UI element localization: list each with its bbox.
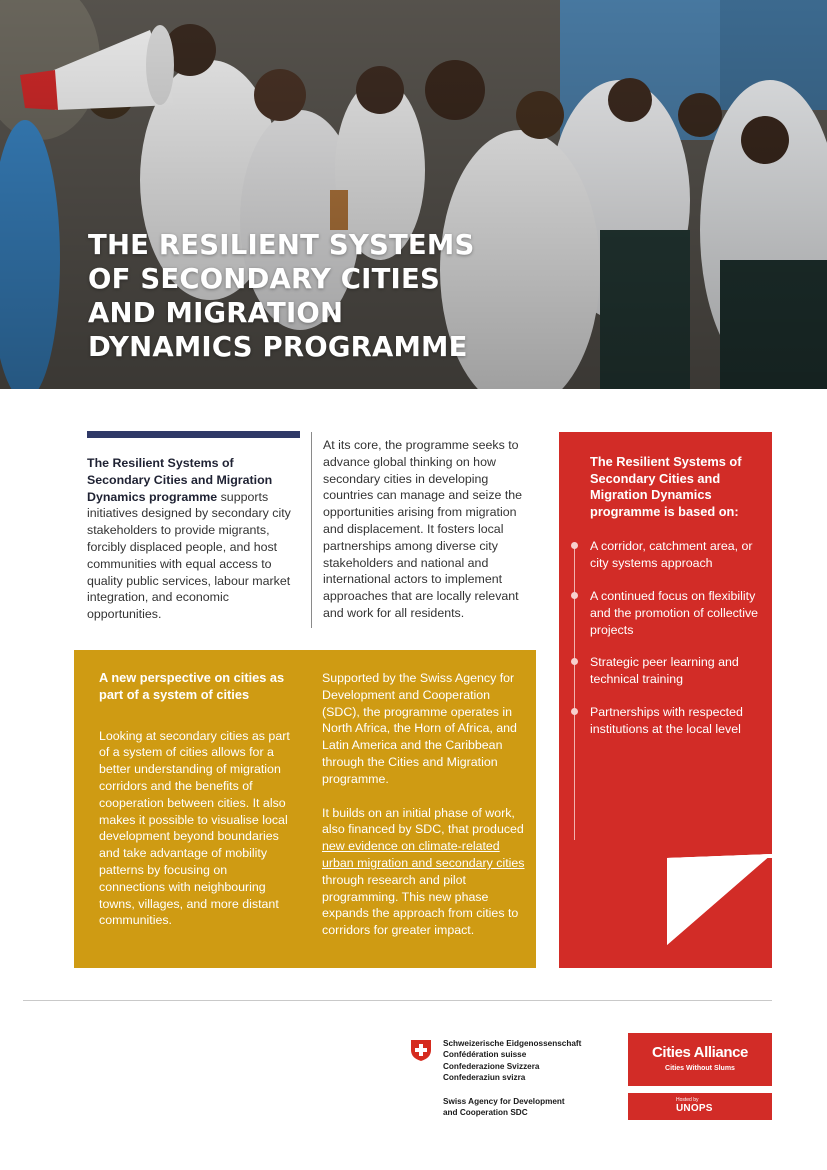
evidence-text-before: It builds on an initial phase of work, also financed by SDC, that produced: [322, 805, 524, 837]
intro-bold-lead: The Resilient Systems of Secondary Cities and Migration Dynamics programme: [87, 456, 273, 504]
title-line: OF SECONDARY CITIES: [88, 263, 440, 295]
bullet-dot-icon: [571, 708, 578, 715]
list-item: [590, 654, 762, 688]
swiss-name-line: Confederaziun svizra: [443, 1072, 526, 1082]
unops-name: UNOPS: [676, 1103, 713, 1114]
based-on-panel: [559, 432, 772, 968]
list-item: [590, 704, 762, 738]
cities-alliance-logo: [628, 1033, 772, 1086]
swiss-flag-icon: [409, 1038, 433, 1062]
list-item-text: Strategic peer learning and technical training: [590, 655, 739, 686]
list-item-text: Partnerships with respected institutions at the local level: [590, 705, 743, 736]
title-line: DYNAMICS PROGRAMME: [88, 331, 468, 363]
list-item-text: A corridor, catchment area, or city systems approach: [590, 539, 753, 570]
footer-divider: [23, 1000, 772, 1001]
perspective-panel: [74, 650, 536, 968]
bullet-dot-icon: [571, 658, 578, 665]
support-paragraph: Supported by the Swiss Agency for Development and Cooperation (SDC), the programme operates in North Africa, the Horn of Africa, and Latin America and the Caribbean through the Cities and Migration programme.: [322, 671, 517, 786]
evidence-link[interactable]: new evidence on climate-related urban migration and secondary cities: [322, 839, 525, 870]
list-item: [590, 538, 762, 572]
title-line: AND MIGRATION: [88, 297, 344, 329]
perspective-heading: A new perspective on cities as part of a system of cities: [99, 670, 285, 702]
intro-paragraph: [87, 455, 299, 623]
column-divider: [311, 432, 312, 628]
bullet-dot-icon: [571, 542, 578, 549]
list-item: [590, 588, 762, 638]
perspective-column: [99, 670, 291, 929]
unops-logo: [628, 1093, 772, 1120]
bullet-dot-icon: [571, 592, 578, 599]
sdc-name-line: Swiss Agency for Development: [443, 1097, 565, 1106]
title-line: THE RESILIENT SYSTEMS: [88, 229, 475, 261]
intro-body: supports initiatives designed by secondary city stakeholders to provide migrants, forcibly displaced people, and host communities with equal access to quality public services, labour market integration, and economic opportunities.: [87, 489, 291, 622]
timeline-line: [574, 544, 575, 840]
hosted-by-label: Hosted by: [676, 1097, 699, 1103]
perspective-body: Looking at secondary cities as part of a system of cities allows for a better understanding of migration corridors and the benefits of cooperation between cities. It also makes it possible to visualise local development beyond boundaries and take advantage of mobility patterns by focusing on connections with neighbouring towns, villages, and more distant communities.: [99, 728, 290, 928]
core-paragraph: At its core, the programme seeks to advance global thinking on how secondary cities in developing countries can manage and seize the opportunities arising from migration and displacement. It fosters local partnerships among diverse city stakeholders and national and international actors to implement approaches that are locally relevant and work for all residents.: [323, 438, 523, 620]
evidence-text-after: through research and pilot programming. This new phase expands the approach from cities to corridors for greater impact.: [322, 872, 519, 938]
list-item-text: A continued focus on flexibility and the promotion of collective projects: [590, 589, 759, 637]
based-on-heading: The Resilient Systems of Secondary Cities and Migration Dynamics programme is based on:: [590, 454, 742, 519]
swiss-name-line: Schweizerische Eidgenossenschaft: [443, 1039, 582, 1048]
cities-alliance-tagline: Cities Without Slums: [665, 1065, 735, 1072]
hero-banner: [0, 0, 827, 389]
intro-accent-rule: [87, 431, 300, 438]
sdc-name-line: and Cooperation SDC: [443, 1108, 528, 1118]
swiss-confederation-names: [443, 1038, 613, 1083]
support-column: [322, 670, 527, 956]
cities-alliance-name: Cities Alliance: [652, 1044, 748, 1061]
swiss-name-line: Confederazione Svizzera: [443, 1061, 540, 1071]
page-title: [88, 228, 548, 364]
sdc-name: [443, 1096, 613, 1119]
evidence-paragraph: [322, 805, 527, 939]
swiss-name-line: Confédération suisse: [443, 1050, 527, 1060]
